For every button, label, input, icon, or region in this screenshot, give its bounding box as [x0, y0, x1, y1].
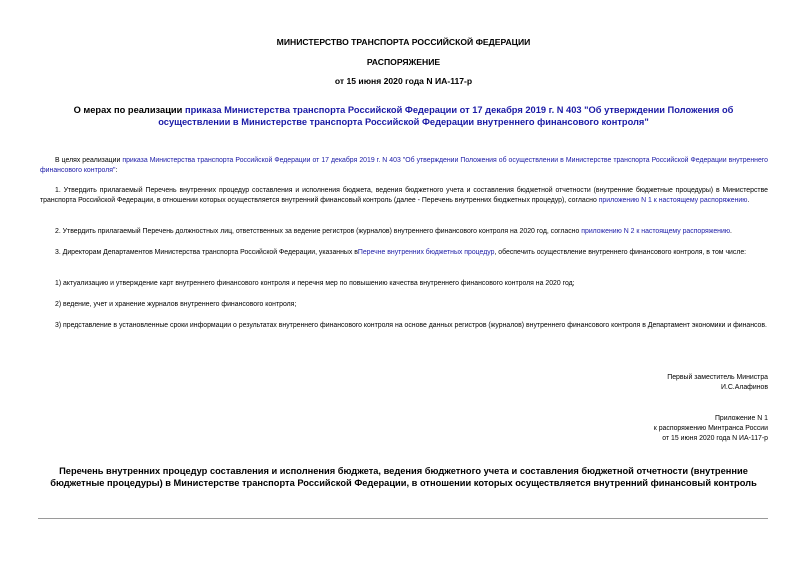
- subitem-2: 2) ведение, учет и хранение журналов внутреннего финансового контроля;: [55, 301, 297, 308]
- subitem-1: 1) актуализацию и утверждение карт внутреннего финансового контроля и перечня мер по повышению качества внутреннего финансового контроля на 2020 год;: [55, 280, 575, 287]
- appendix-header: [654, 414, 768, 444]
- appendix-reference: к распоряжению Минтранса России: [653, 425, 768, 432]
- horizontal-divider: [38, 518, 768, 519]
- document-title: [40, 104, 767, 128]
- paragraph-intro: [40, 156, 768, 177]
- item-3-suffix: , обеспечить осуществление внутреннего финансового контроля, в том числе:: [494, 249, 747, 256]
- appendix-1-link[interactable]: приложению N 1 к настоящему распоряжению: [598, 197, 748, 205]
- paragraph-item-1: [40, 186, 768, 207]
- item-1-suffix: .: [747, 197, 750, 205]
- intro-prefix: В целях реализации: [55, 157, 123, 164]
- subitem-3: 3) представление в установленные сроки информации о результатах внутреннего финансового контроля на основе данных регистров (журналов) внутреннего финансового контроля в Департамент экономики и финансов.: [55, 322, 767, 329]
- paragraph-item-3: [40, 248, 768, 258]
- item-2-suffix: .: [730, 228, 732, 235]
- title-order-link[interactable]: приказа Министерства транспорта Российской Федерации от 17 декабря 2019 г. N 403 "Об утверждении Положения об осуществлении в Министерстве транспорта Российской Федерации внутреннего финансового контроля": [158, 105, 734, 127]
- signatory-position: Первый заместитель Министра: [667, 374, 768, 381]
- procedures-list-link[interactable]: Перечне внутренних бюджетных процедур: [357, 249, 495, 256]
- ministry-heading: МИНИСТЕРСТВО ТРАНСПОРТА РОССИЙСКОЙ ФЕДЕРАЦИИ: [276, 37, 531, 47]
- appendix-title: Перечень внутренних процедур составления и исполнения бюджета, ведения бюджетного учета и составления бюджетной отчетности (внутренние бюджетные процедуры) в Министерстве транспорта Российской Федерации, в отношении которых осуществляется внутренний финансовый контроль: [50, 466, 757, 488]
- title-prefix: О мерах по реализации: [73, 105, 185, 115]
- document-type: РАСПОРЯЖЕНИЕ: [366, 57, 441, 67]
- signature-block: [667, 373, 768, 393]
- signatory-name: И.С.Алафинов: [720, 384, 768, 391]
- document-date-number: от 15 июня 2020 года N ИА-117-р: [334, 76, 473, 86]
- item-3-text: 3. Директорам Департаментов Министерства транспорта Российской Федерации, указанных в: [55, 249, 358, 256]
- appendix-2-link[interactable]: приложению N 2 к настоящему распоряжению: [581, 228, 731, 235]
- paragraph-item-2: [40, 227, 768, 237]
- intro-suffix: :: [115, 167, 118, 175]
- item-1-text: 1. Утвердить прилагаемый Перечень внутренних процедур составления и исполнения бюджета, ведения бюджетного учета и составления бюджетной отчетности (внутренние бюджетные процедуры) в Министерстве транспорта Российской Федерации, в отношении которых осуществляется внутренний финансовый контроль (далее - Перечень внутренних бюджетных процедур), согласно: [40, 187, 768, 205]
- intro-order-link[interactable]: приказа Министерства транспорта Российской Федерации от 17 декабря 2019 г. N 403 "Об утверждении Положения об осуществлении в Министерстве транспорта Российской Федерации внутреннего финансового контроля": [40, 157, 768, 175]
- appendix-date: от 15 июня 2020 года N ИА-117-р: [662, 435, 768, 442]
- item-2-text: 2. Утвердить прилагаемый Перечень должностных лиц, ответственных за ведение регистров (журналов) внутреннего финансового контроля на 2020 год, согласно: [55, 228, 582, 235]
- appendix-number: Приложение N 1: [714, 415, 768, 422]
